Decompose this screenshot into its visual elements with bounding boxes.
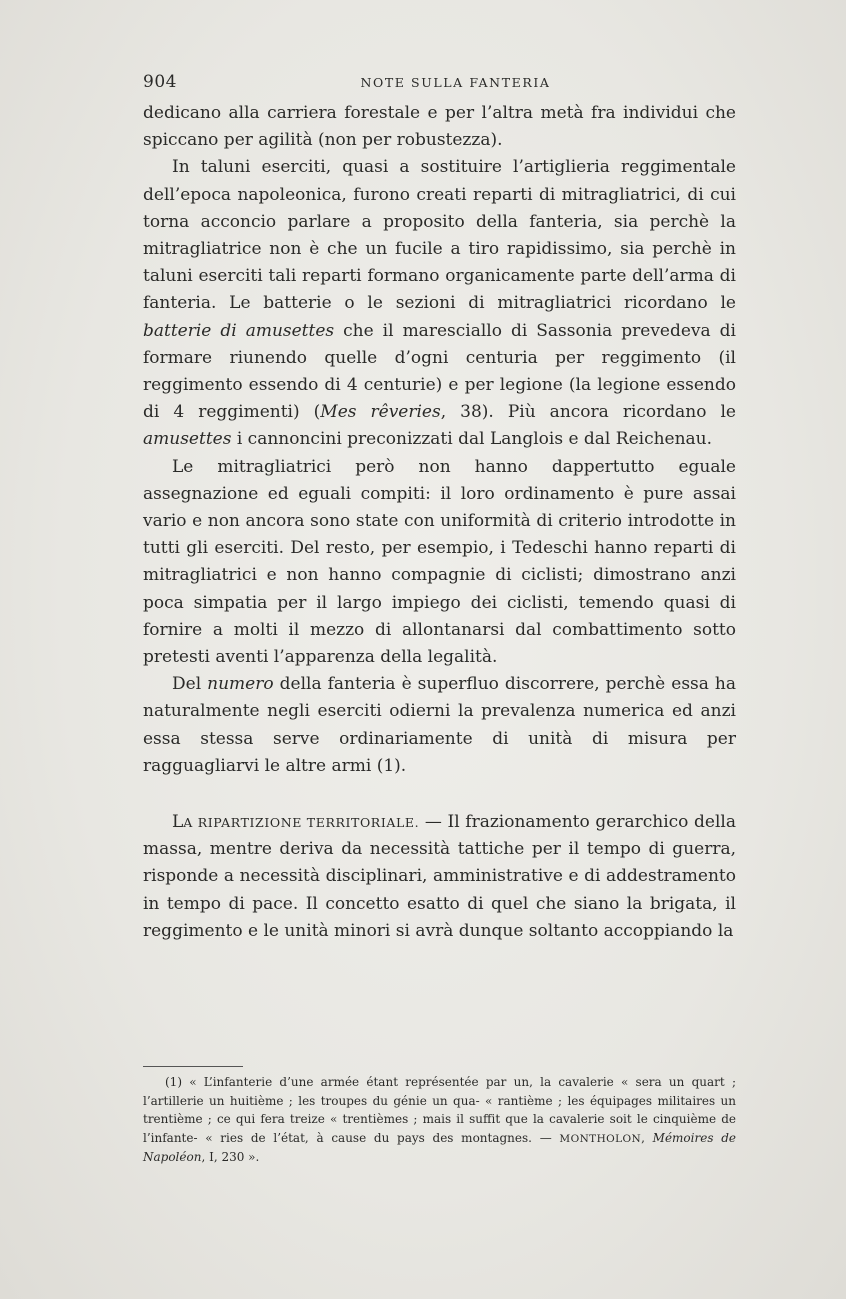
running-title: NOTE SULLA FANTERIA xyxy=(360,75,551,90)
footnote-title: Mémoires de Napoléon xyxy=(143,1130,736,1164)
paragraph-1: dedicano alla carriera forestale e per l’altra metà fra individui che spiccano per agilità (non per robustezza). xyxy=(143,103,736,151)
page-number: 904 xyxy=(143,72,177,92)
paragraph-2: In taluni eserciti, quasi a sostituire l’artiglieria reggimentale dell’epoca napoleonica, furono creati reparti di mitragliatrici, di cui torna acconcio parlare a proposito della fanteria, sia perchè la mitragliatrice non è che un fucile a tiro rapidissimo, sia perchè in taluni eserciti tali reparti formano organicamente parte dell’arma di fanteria. Le batterie o le sezioni di mitragliatrici ricordano le batterie di amusettes che il maresciallo di Sassonia prevedeva di formare riunendo quelle d’ogni centuria per reggimento (il reggimento essendo di 4 centurie) e per legione (la legione essendo di 4 reggimenti) (Mes rêveries, 38). Più ancora ricordano le amusettes i cannoncini preconizzati dal Langlois e dal Reichenau. xyxy=(143,157,736,450)
footnote-author: MONTHOLON xyxy=(559,1132,642,1145)
page-header xyxy=(143,72,738,96)
italic-term: numero xyxy=(207,674,274,695)
footnote xyxy=(143,1073,736,1167)
paragraph-4: Del numero della fanteria è superfluo discorrere, perchè essa ha naturalmente negli eserciti odierni la prevalenza numerica ed anzi essa stessa serve ordinariamente di unità di misura per ragguagliarvi le altre armi (1). xyxy=(143,674,737,776)
italic-citation: Mes rêveries xyxy=(320,402,441,423)
italic-term: batterie di amusettes xyxy=(143,320,335,341)
footnote-1: (1) « L’infanterie d’une armée étant représentée par un, la cavalerie « sera un quart ; l’artillerie un huitième ; les troupes du génie un qua- « rantième ; les équipages militaires un trentième ; ce qui fera treize « trentièmes ; mais il suffit que la cavalerie soit le cinquième de l’infante- « ries de l’état, à cause du pays des montagnes. — MONTHOLON, Mémoires de Napoléon, I, 230 ». xyxy=(143,1075,736,1164)
paragraph-5: LA RIPARTIZIONE TERRITORIALE. — Il frazionamento gerarchico della massa, mentre deriva da necessità tattiche per il tempo di guerra, risponde a necessità disciplinari, amministrative e di addestramento in tempo di pace. Il concetto esatto di quel che siano la brigata, il reggimento e le unità minori si avrà dunque soltanto accoppiando la xyxy=(143,812,736,941)
paragraph-3: Le mitragliatrici però non hanno dappertutto eguale assegnazione ed eguali compiti: il loro ordinamento è pure assai vario e non ancora sono state con uniformità di criterio introdotte in tutti gli eserciti. Del resto, per esempio, i Tedeschi hanno reparti di mitragliatrici e non hanno compagnie di ciclisti; dimostrano anzi poca simpatia per il largo impiego dei ciclisti, temendo quasi di fornire a molti il mezzo di allontanarsi dal combattimento sotto pretesti aventi l’apparenza della legalità. xyxy=(143,456,736,668)
italic-term: amusettes xyxy=(143,429,232,450)
section-heading: LA RIPARTIZIONE TERRITORIALE. xyxy=(172,812,420,833)
footnote-divider xyxy=(143,1066,243,1067)
main-text xyxy=(143,100,736,945)
